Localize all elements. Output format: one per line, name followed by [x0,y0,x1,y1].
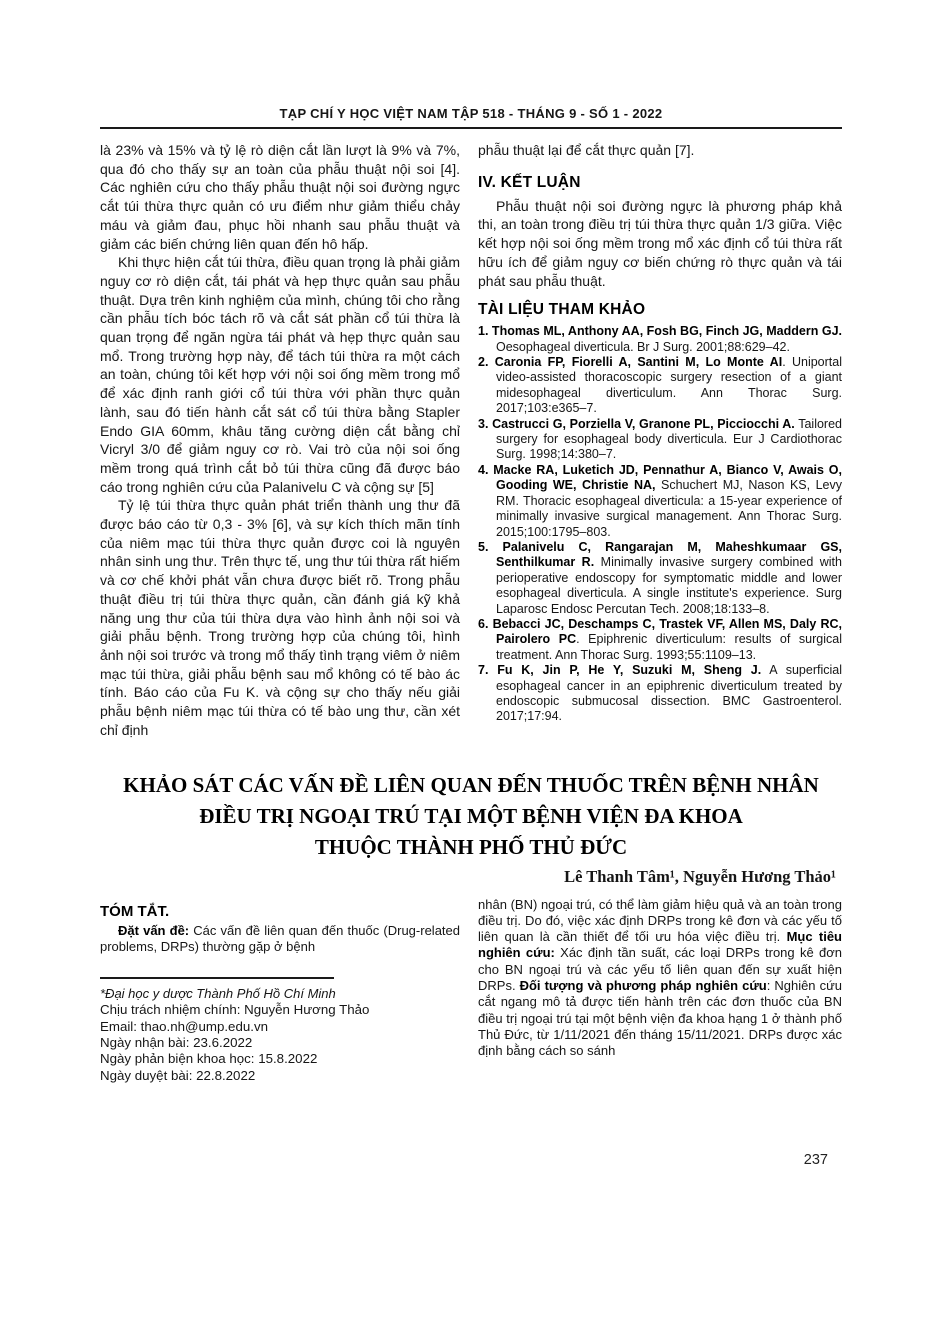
reference-text: . Uniportal video-assisted thoracoscopic surgery resection of a giant midesophageal diverticulum. Ann Thorac Surg. 2017;103:e365–7. [496,355,842,416]
title-line: KHẢO SÁT CÁC VẤN ĐỀ LIÊN QUAN ĐẾN THUỐC TRÊN BỆNH NHÂN [123,772,819,797]
paragraph: Tỷ lệ túi thừa thực quản phát triển thành ung thư đã được báo cáo từ 0,3 - 3% [6], và sự kích thích mãn tính của niêm mạc túi thừa thực quản được coi là nguyên nhân sinh ung thư. Trên thực tế, ung thư túi thừa rất hiếm và cơ chế khởi phát vẫn chưa được biết rõ. Trong phẫu thuật điều trị túi thừa thực quản, cần đánh giá kỹ khả năng ung thư của túi thừa dựa vào hình ảnh nội soi và giải phẫu bệnh. Trong trường hợp của chúng tôi, hình ảnh nội soi trước và trong mổ thấy tình trạng viêm ở niêm mạc túi thừa, giải phẫu bệnh sau mổ không có tế bào ác tính. Báo cáo của Fu K. và cộng sự cho thấy nếu giải phẫu bệnh niêm mạc túi thừa có tế bào ung thư, cần xét chỉ định [100,497,460,738]
reference-authors: 5. Palanivelu C, Rangarajan M, Maheshkumaar GS, Senthilkumar R. [478,539,842,570]
journal-header-title: TẠP CHÍ Y HỌC VIỆT NAM TẬP 518 - THÁNG 9 - SỐ 1 - 2022 [100,106,842,129]
footnote-line: Chịu trách nhiệm chính: Nguyễn Hương Thảo [100,1002,370,1018]
references-list [478,324,842,725]
footnote-block [100,977,460,1084]
reference-item [478,355,842,417]
footnote-line: Ngày phản biện khoa học: 15.8.2022 [100,1051,318,1067]
abstract-text: : Nghiên cứu cắt ngang mô tả được tiến hành trên các đơn thuốc của BN điều trị ngoại trú tại một bệnh viện đa khoa hạng 1 ở thành phố Thủ Đức, từ 1/11/2021 đến tháng 15/11/2021. DRPs được xác định bằng cách so sánh [478,977,843,1059]
abstract-text: nhân (BN) ngoại trú, có thể làm giảm hiệu quả và an toàn trong điều trị. Do đó, việc xác định DRPs trong kê đơn và các yếu tố liên quan là cần thiết để tối ưu hóa việc điều trị. [478,896,842,945]
article1-left-column [100,141,460,740]
reference-text: A superficial esophageal cancer in an epiphrenic diverticulum treated by endoscopic submucosal dissection. BMC Gastroenterol. 2017;17:94. [496,663,842,724]
article2-left-column [100,897,460,1084]
article1-right-column [478,141,842,740]
abstract-section-label: Đối tượng và phương pháp nghiên cứu [519,977,767,993]
reference-authors: 2. Caronia FP, Fiorelli A, Santini M, Lo Monte AI [478,355,783,370]
reference-authors: 4. Macke RA, Luketich JD, Pennathur A, Bianco V, Awais O, Gooding WE, Christie NA, [478,462,842,493]
footnote-affiliation: *Đại học y dược Thành Phố Hồ Chí Minh [100,986,336,1002]
reference-item [478,540,842,617]
abstract-right-paragraph [478,897,842,1060]
reference-text: . Epiphrenic diverticulum: results of surgical treatment. Ann Thorac Surg. 1993;55:1109–13. [496,632,842,662]
reference-text: Tailored surgery for esophageal body diverticula. Eur J Cardiothorac Surg. 1998;14:380–7. [496,416,842,462]
article2-right-column [478,897,842,1084]
paragraph: Khi thực hiện cắt túi thừa, điều quan trọng là phải giảm nguy cơ rò diện cắt, tái phát và hẹp thực quản sau phẫu thuật. Dựa trên kinh nghiệm của mình, chúng tôi cho rằng cần phẫu tích bóc tách rõ và cắt sát phần cổ túi thừa là quan trọng để ngăn ngừa tái phát và hẹp thực quản sau mổ. Trong trường hợp này, để tách túi thừa ra một cách an toàn, chúng tôi kết hợp với nội soi ống mềm trong mổ để xác định ranh giới cổ túi thừa với phần thực quản lành, sau đó tiến hành cắt sát cổ túi thừa bằng Stapler Endo GIA 60mm, khâu tăng cường diện cắt bằng chỉ Vicryl 3/0 để giảm nguy cơ rò. Vai trò của nội soi ống mềm trong quá trình cắt bỏ túi thừa cũng đã được báo cáo trong nghiên cứu của Palanivelu C và cộng sự [5] [100,254,460,495]
reference-item [478,663,842,725]
reference-authors: 7. Fu K, Jin P, He Y, Suzuki M, Sheng J. [478,663,762,678]
footnote-line: Email: thao.nh@ump.edu.vn [100,1018,268,1034]
paragraph: phẫu thuật lại để cắt thực quản [7]. [478,142,695,158]
abstract-heading: TÓM TẮT. [100,902,170,920]
conclusion-heading: IV. KẾT LUẬN [478,173,581,191]
reference-item [478,463,842,540]
reference-authors: 6. Bebacci JC, Deschamps C, Trastek VF, Allen MS, Daly RC, Pairolero PC [478,616,842,647]
title-line: ĐIỀU TRỊ NGOẠI TRÚ TẠI MỘT BỆNH VIỆN ĐA KHOA [199,803,743,828]
paragraph: là 23% và 15% và tỷ lệ rò diện cắt lần lượt là 9% và 7%, qua đó cho thấy sự an toàn của phẫu thuật nội soi [4]. Các nghiên cứu cho thấy phẫu thuật nội soi đường ngực cắt túi thừa thực quản có ưu điểm như giảm thiểu chảy máu và giảm đau, phục hồi nhanh sau phẫu thuật và giảm các biến chứng liên quan đến hô hấp. [100,142,460,252]
abstract-section-label: Mục tiêu nghiên cứu: [478,929,842,961]
article2-title [100,770,842,863]
reference-authors: 1. Thomas ML, Anthony AA, Fosh BG, Finch JG, Maddern GJ. [478,324,842,339]
reference-text: Schuchert MJ, Nason KS, Levy RM. Thoracic esophageal diverticula: a 15-year experience of minimally invasive surgical management. Ann Thorac Surg. 2015;100:1795–803. [496,478,843,539]
references-heading: TÀI LIỆU THAM KHẢO [478,301,646,319]
footnote-line: Ngày nhận bài: 23.6.2022 [100,1034,253,1050]
reference-item [478,324,842,355]
page-number: 237 [803,1152,828,1168]
authors-line: Lê Thanh Tâm¹, Nguyễn Hương Thảo¹ [564,866,836,886]
reference-text: Minimally invasive surgery combined with perioperative endoscopy for symptomatic middle and lower esophageal diverticula. A single institute's experience. Surg Laparosc Endosc Percutan Tech. 2008;18:133–8. [496,555,842,616]
journal-page [100,0,842,1333]
footnote-divider [100,977,334,979]
article2-columns [100,897,842,1084]
footnote-line: Ngày duyệt bài: 22.8.2022 [100,1067,256,1083]
abstract-section-label: Đặt vấn đề: [118,922,190,938]
abstract-text: Xác định tần suất, các loại DRPs trong kê đơn cho BN ngoại trú và các yếu tố liên quan đến sự xuất hiện DRPs. [478,945,842,993]
reference-authors: 3. Castrucci G, Porziella V, Granone PL, Picciocchi A. [478,416,795,431]
abstract-left-paragraph [100,923,460,956]
reference-item [478,617,842,663]
article1-columns [100,141,842,740]
reference-text: Oesophageal diverticula. Br J Surg. 2001;88:629–42. [496,339,790,354]
abstract-text: Các vấn đề liên quan đến thuốc (Drug-related problems, DRPs) thường gặp ở bệnh [100,922,460,954]
reference-item [478,417,842,463]
title-line: THUỘC THÀNH PHỐ THỦ ĐỨC [314,834,628,859]
conclusion-paragraph: Phẫu thuật nội soi đường ngực là phương pháp khả thi, an toàn trong điều trị túi thừa thực quản 1/3 giữa. Việc kết hợp nội soi ống mềm trong mổ xác định cổ túi thừa rất hữu ích để giảm nguy cơ biến chứng rò thực quản và tái phát sau phẫu thuật. [478,197,842,289]
